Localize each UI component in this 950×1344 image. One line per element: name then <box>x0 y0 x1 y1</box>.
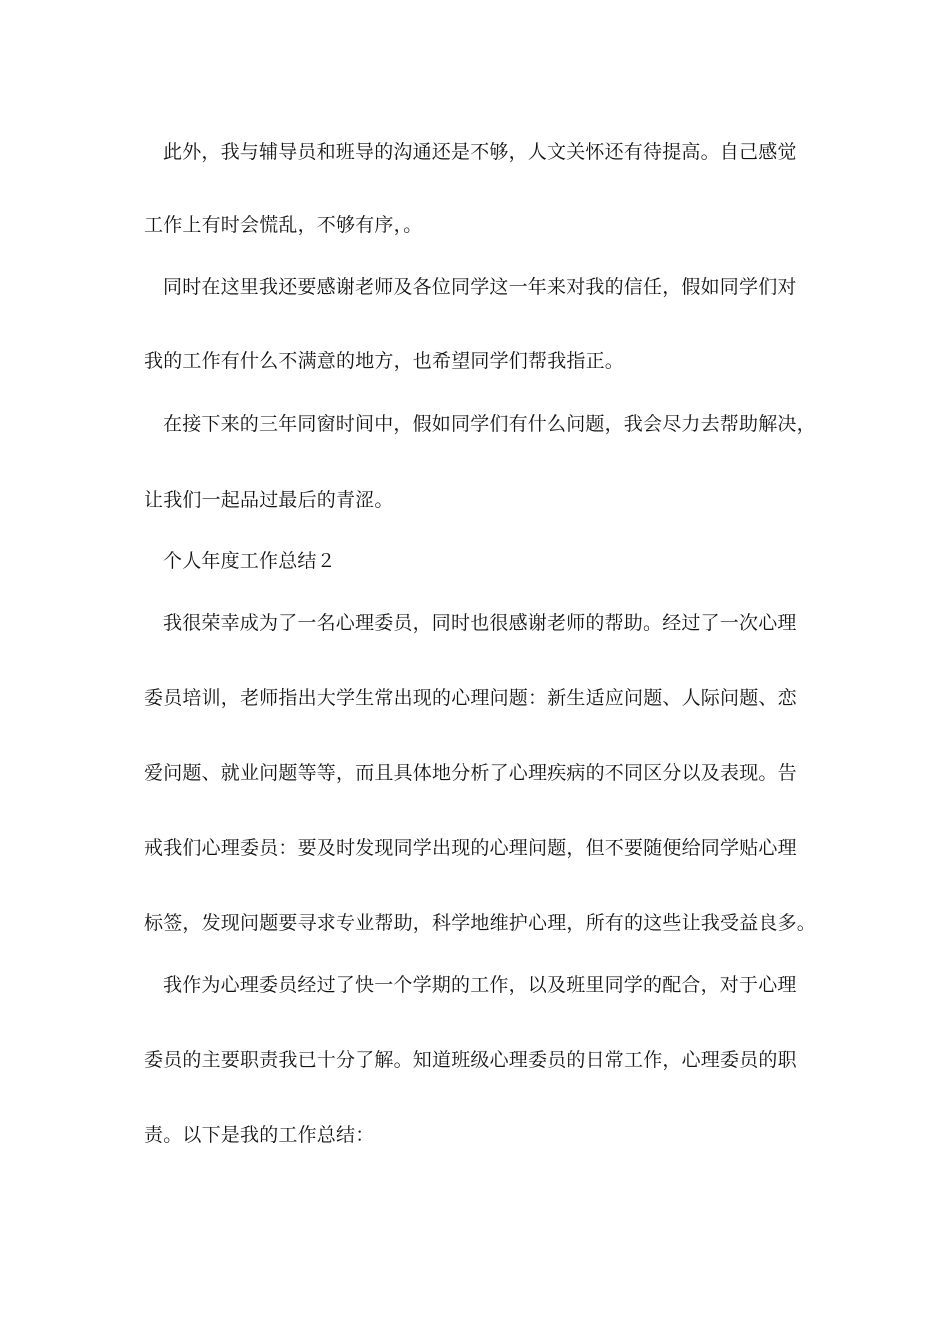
paragraph-line: 同时在这里我还要感谢老师及各位同学这一年来对我的信任，假如同学们对 <box>163 276 797 298</box>
paragraph-line: 委员培训，老师指出大学生常出现的心理问题：新生适应问题、人际问题、恋 <box>144 687 797 709</box>
paragraph-line: 戒我们心理委员：要及时发现同学出现的心理问题，但不要随便给同学贴心理 <box>144 837 797 859</box>
paragraph-line: 在接下来的三年同窗时间中，假如同学们有什么问题，我会尽力去帮助解决， <box>163 413 816 435</box>
paragraph-line: 我很荣幸成为了一名心理委员，同时也很感谢老师的帮助。经过了一次心理 <box>163 612 797 634</box>
paragraph-line: 此外，我与辅导员和班导的沟通还是不够，人文关怀还有待提高。自己感觉 <box>163 141 797 163</box>
paragraph-line: 标签，发现问题要寻求专业帮助，科学地维护心理，所有的这些让我受益良多。 <box>144 912 817 934</box>
paragraph-line: 让我们一起品过最后的青涩。 <box>144 489 394 511</box>
paragraph-line: 爱问题、就业问题等等，而且具体地分析了心理疾病的不同区分以及表现。告 <box>144 762 797 784</box>
section-heading: 个人年度工作总结２ <box>163 550 336 572</box>
paragraph-line: 委员的主要职责我已十分了解。知道班级心理委员的日常工作，心理委员的职 <box>144 1049 797 1071</box>
paragraph-line: 我作为心理委员经过了快一个学期的工作，以及班里同学的配合，对于心理 <box>163 974 797 996</box>
paragraph-line: 责。以下是我的工作总结： <box>144 1124 375 1146</box>
paragraph-line: 我的工作有什么不满意的地方，也希望同学们帮我指正。 <box>144 350 625 372</box>
paragraph-line: 工作上有时会慌乱，不够有序，。 <box>144 214 423 236</box>
